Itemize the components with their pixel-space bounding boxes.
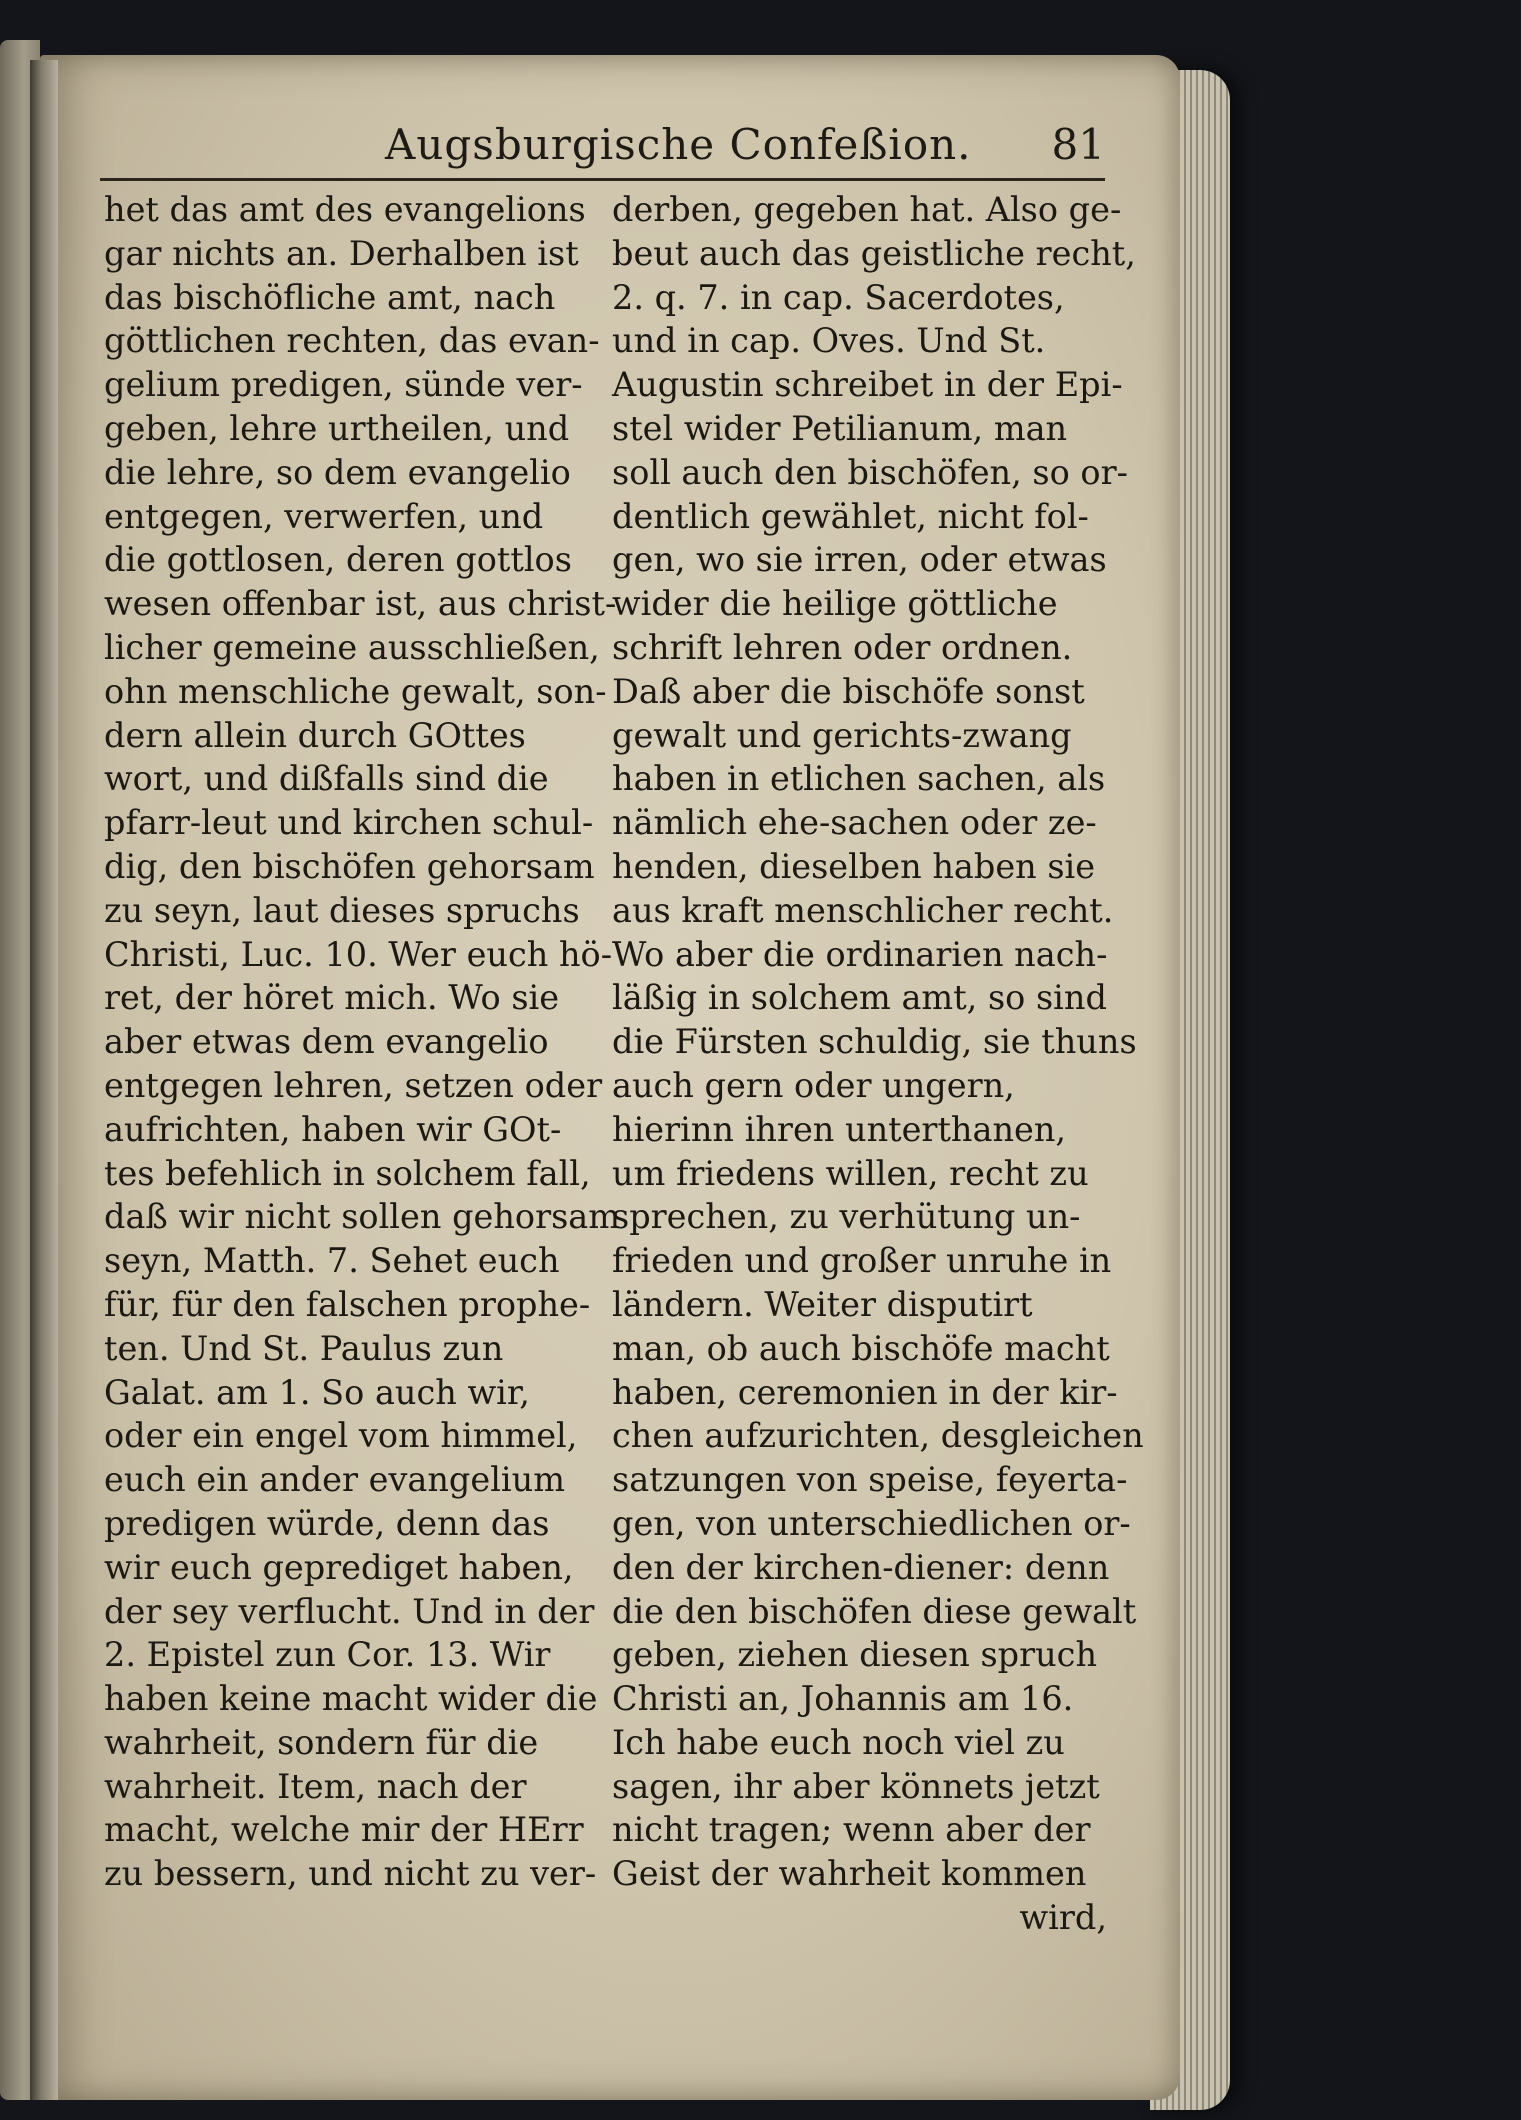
text-line: wahrheit, sondern für die — [104, 1722, 539, 1762]
text-line: seyn, Matth. 7. Sehet euch — [104, 1241, 560, 1281]
text-line: nämlich ehe-sachen oder ze- — [612, 803, 1097, 843]
text-line: die gottlosen, deren gottlos — [104, 540, 572, 580]
text-line: beut auch das geistliche recht, — [612, 233, 1136, 273]
text-line: euch ein ander evangelium — [104, 1460, 565, 1500]
text-line: läßig in solchem amt, so sind — [612, 978, 1107, 1018]
book-gutter — [30, 60, 58, 2100]
text-line: henden, dieselben haben sie — [612, 846, 1096, 886]
text-line: chen aufzurichten, desgleichen — [612, 1416, 1144, 1456]
text-line: wesen offenbar ist, aus christ- — [104, 584, 617, 624]
text-line: das bischöfliche amt, nach — [104, 277, 556, 317]
text-line: tes befehlich in solchem fall, — [104, 1153, 591, 1193]
text-line: haben in etlichen sachen, als — [612, 759, 1106, 799]
text-line: frieden und großer unruhe in — [612, 1241, 1112, 1281]
text-line: der sey verflucht. Und in der — [104, 1591, 595, 1631]
text-line: macht, welche mir der HErr — [104, 1810, 584, 1850]
text-line: daß wir nicht sollen gehorsam — [104, 1197, 621, 1237]
text-line: zu seyn, laut dieses spruchs — [104, 890, 580, 930]
text-line: aber etwas dem evangelio — [104, 1022, 549, 1062]
text-line: soll auch den bischöfen, so or- — [612, 452, 1128, 492]
page-number: 81 — [1051, 120, 1105, 169]
text-line: Christi an, Johannis am 16. — [612, 1679, 1074, 1719]
text-line: für, für den falschen prophe- — [104, 1284, 591, 1324]
text-line: ohn menschliche gewalt, son- — [104, 671, 607, 711]
text-line: die den bischöfen diese gewalt — [612, 1591, 1137, 1631]
text-line: gen, von unterschiedlichen or- — [612, 1503, 1131, 1543]
text-line: Ich habe euch noch viel zu — [612, 1722, 1065, 1762]
text-line: predigen würde, denn das — [104, 1503, 550, 1543]
text-line: gelium predigen, sünde ver- — [104, 365, 583, 405]
running-title: Augsburgische Confeßion. — [385, 120, 972, 169]
text-line: satzungen von speise, feyerta- — [612, 1460, 1128, 1500]
text-line: geben, ziehen diesen spruch — [612, 1635, 1098, 1675]
text-line: wort, und dißfalls sind die — [104, 759, 549, 799]
text-line: wahrheit. Item, nach der — [104, 1766, 527, 1806]
text-line: entgegen, verwerfen, und — [104, 496, 544, 536]
text-line: 2. Epistel zun Cor. 13. Wir — [104, 1635, 551, 1675]
text-line: gar nichts an. Derhalben ist — [104, 233, 579, 273]
text-line: dig, den bischöfen gehorsam — [104, 846, 595, 886]
text-line: die lehre, so dem evangelio — [104, 452, 571, 492]
text-line: aus kraft menschlicher recht. — [612, 890, 1114, 930]
text-line: dern allein durch GOttes — [104, 715, 526, 755]
text-line: göttlichen rechten, das evan- — [104, 321, 600, 361]
text-line: wir euch geprediget haben, — [104, 1547, 574, 1587]
running-head — [100, 120, 1105, 180]
text-line: Augustin schreibet in der Epi- — [612, 365, 1123, 405]
text-line: sprechen, zu verhütung un- — [612, 1197, 1081, 1237]
text-line: ländern. Weiter disputirt — [612, 1284, 1033, 1324]
text-line: hierinn ihren unterthanen, — [612, 1109, 1067, 1149]
text-line: derben, gegeben hat. Also ge- — [612, 190, 1122, 229]
text-line: Daß aber die bischöfe sonst — [612, 671, 1085, 711]
header-rule — [100, 178, 1105, 181]
text-line: haben, ceremonien in der kir- — [612, 1372, 1118, 1412]
text-line: oder ein engel vom himmel, — [104, 1416, 578, 1456]
text-line: man, ob auch bischöfe macht — [612, 1328, 1110, 1368]
text-line: geben, lehre urtheilen, und — [104, 408, 570, 448]
text-line: Christi, Luc. 10. Wer euch hö- — [104, 934, 613, 974]
text-line: sagen, ihr aber könnets jetzt — [612, 1766, 1100, 1806]
text-line: 2. q. 7. in cap. Sacerdotes, — [612, 277, 1065, 317]
left-text-column — [104, 188, 621, 1896]
text-line: aufrichten, haben wir GOt- — [104, 1109, 562, 1149]
text-line: stel wider Petilianum, man — [612, 408, 1068, 448]
text-line: ten. Und St. Paulus zun — [104, 1328, 504, 1368]
text-line: gen, wo sie irren, oder etwas — [612, 540, 1107, 580]
text-line: und in cap. Oves. Und St. — [612, 321, 1046, 361]
text-line: dentlich gewählet, nicht fol- — [612, 496, 1089, 536]
text-line: ret, der höret mich. Wo sie — [104, 978, 560, 1018]
text-line: Geist der wahrheit kommen — [612, 1854, 1087, 1894]
text-line: wider die heilige göttliche — [612, 584, 1058, 624]
text-line: gewalt und gerichts-zwang — [612, 715, 1072, 755]
text-line: den der kirchen-diener: denn — [612, 1547, 1110, 1587]
text-line: nicht tragen; wenn aber der — [612, 1810, 1091, 1850]
text-line: zu bessern, und nicht zu ver- — [104, 1854, 597, 1894]
text-line: pfarr-leut und kirchen schul- — [104, 803, 594, 843]
text-line: die Fürsten schuldig, sie thuns — [612, 1022, 1137, 1062]
text-line: auch gern oder ungern, — [612, 1065, 1015, 1105]
text-line: schrift lehren oder ordnen. — [612, 627, 1073, 667]
text-line: um friedens willen, recht zu — [612, 1153, 1089, 1193]
text-line: licher gemeine ausschließen, — [104, 627, 600, 667]
text-line: haben keine macht wider die — [104, 1679, 598, 1719]
right-text-column — [612, 188, 1144, 1940]
catchword: wird, — [1019, 1898, 1107, 1938]
text-line: het das amt des evangelions — [104, 190, 586, 229]
text-line: Wo aber die ordinarien nach- — [612, 934, 1108, 974]
text-line: Galat. am 1. So auch wir, — [104, 1372, 530, 1412]
text-line: entgegen lehren, setzen oder — [104, 1065, 603, 1105]
